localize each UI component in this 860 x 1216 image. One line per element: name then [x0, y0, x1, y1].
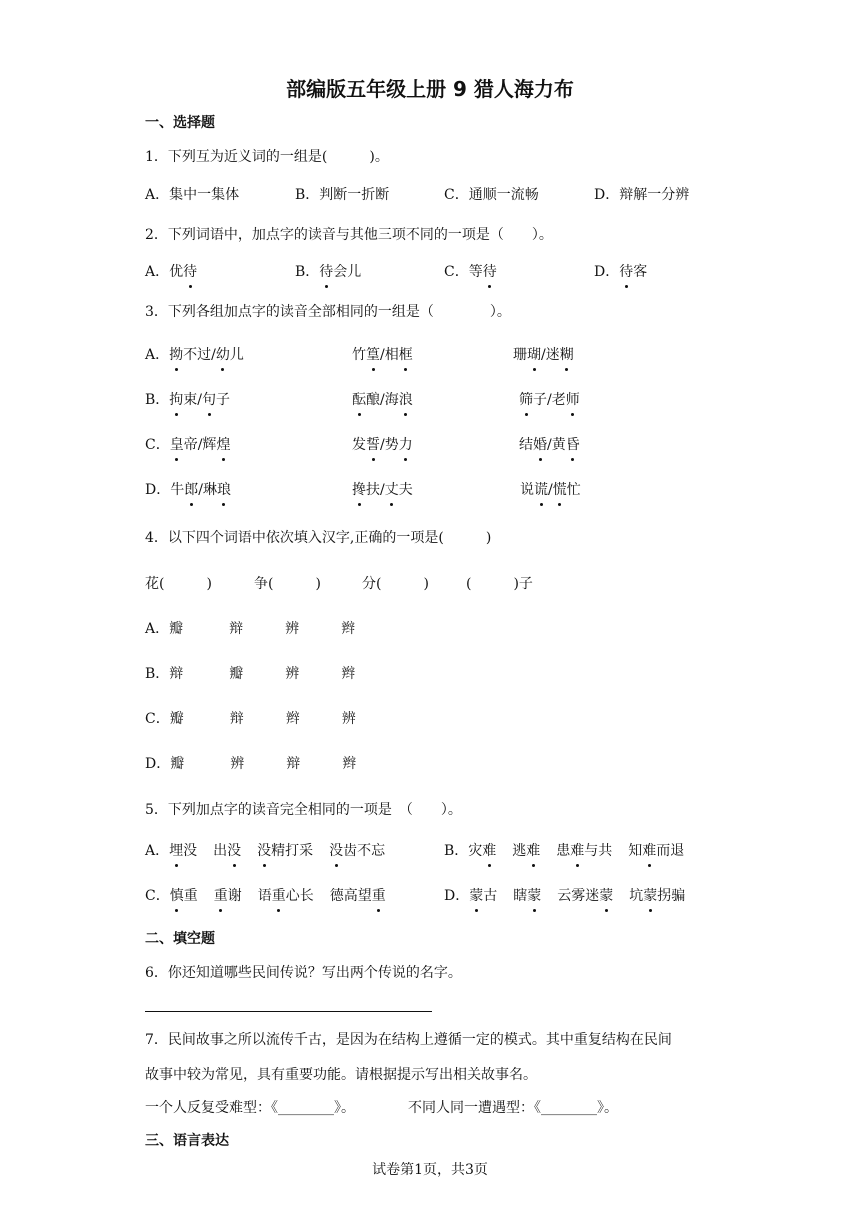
emphasis-dot-char: 难: [482, 843, 497, 859]
question-4-stem: 4．以下四个词语中依次填入汉字,正确的一项是( ): [145, 530, 492, 546]
emphasis-dot-char: 重: [271, 888, 286, 904]
q2-option-d: D．待客: [594, 264, 648, 280]
section-heading-choice: 一、选择题: [145, 115, 215, 131]
page-title: 部编版五年级上册 9 猎人海力布: [286, 77, 574, 101]
question-7-line-1: 7．民间故事之所以流传千古，是因为在结构上遵循一定的模式。其中重复结构在民间: [145, 1032, 672, 1048]
q4-blank-4: ( )子: [466, 576, 533, 592]
q5-option-c: C．慎重 重谢 语重心长 德高望重: [145, 888, 386, 904]
q2-option-c: C．等待: [444, 264, 497, 280]
emphasis-dot-char: 没: [257, 843, 272, 859]
page-footer: 试卷第1页，共3页: [372, 1162, 488, 1178]
q2-option-a: A．优待: [145, 264, 198, 280]
q3-row-b-col1: B．拘束/句子: [145, 392, 231, 408]
q3-row-d-col3: 说谎/慌忙: [520, 482, 581, 498]
q1-option-d: D．辩解一分辨: [594, 187, 690, 203]
q3-row-a-col1: A．拗不过/幼儿: [145, 347, 244, 363]
emphasis-dot-char: 蒙: [599, 888, 614, 904]
emphasis-dot-char: 蒙: [469, 888, 484, 904]
q2-option-b: B．待会儿: [295, 264, 362, 280]
section-heading-expression: 三、语言表达: [145, 1133, 229, 1149]
q4-blank-2: 争( ): [254, 576, 321, 592]
q4-option-c: C．瓣 辩 辫 辨: [145, 711, 356, 727]
q4-option-b: B．辩 瓣 辨 辫: [145, 666, 356, 682]
q5-option-a: A．埋没 出没 没精打采 没齿不忘: [145, 843, 386, 859]
q1-option-c: C．通顺一流畅: [444, 187, 539, 203]
q3-row-a-col3: 珊瑚/迷糊: [513, 347, 574, 363]
emphasis-dot-char: 埋: [169, 843, 184, 859]
q3-row-b-col3: 筛子/老师: [519, 392, 580, 408]
question-2-stem: 2．下列词语中，加点字的读音与其他三项不同的一项是（ ）。: [145, 227, 553, 243]
answer-line[interactable]: [145, 1011, 432, 1012]
q3-row-c-col3: 结婚/黄昏: [519, 437, 580, 453]
q1-option-b: B．判断一折断: [295, 187, 390, 203]
question-1-stem: 1．下列互为近义词的一组是( )。: [145, 149, 389, 165]
q4-blank-3: 分( ): [362, 576, 429, 592]
q5-option-d: D．蒙古 瞎蒙 云雾迷蒙 坑蒙拐骗: [444, 888, 686, 904]
q3-row-b-col2: 酝酿/海浪: [352, 392, 413, 408]
question-7-line-2: 故事中较为常见，具有重要功能。请根据提示写出相关故事名。: [145, 1067, 537, 1083]
q4-option-a: A．瓣 辩 辨 辫: [145, 621, 356, 637]
emphasis-dot-char: 难: [570, 843, 585, 859]
emphasis-dot-char: 重: [213, 888, 228, 904]
q3-row-d-col1: D．牛郎/琳琅: [145, 482, 231, 498]
q3-row-c-col2: 发誓/势力: [352, 437, 413, 453]
emphasis-dot-char: 蒙: [643, 888, 658, 904]
emphasis-dot-char: 没: [227, 843, 242, 859]
q4-blank-1: 花( ): [145, 576, 212, 592]
emphasis-dot-char: 蒙: [527, 888, 542, 904]
emphasis-dot-char: 慎: [169, 888, 184, 904]
emphasis-dot-char: 难: [642, 843, 657, 859]
q3-row-a-col2: 竹篁/相框: [352, 347, 413, 363]
q3-row-c-col1: C．皇帝/辉煌: [145, 437, 231, 453]
emphasis-dot-char: 没: [329, 843, 344, 859]
q1-option-a: A．集中一集体: [145, 187, 240, 203]
q3-row-d-col2: 搀扶/丈夫: [352, 482, 413, 498]
question-5-stem: 5．下列加点字的读音完全相同的一项是 （ ）。: [145, 802, 462, 818]
q4-option-d: D．瓣 辨 辩 辫: [145, 756, 357, 772]
question-3-stem: 3．下列各组加点字的读音全部相同的一组是（ ）。: [145, 304, 511, 320]
question-7-fill-1: 一个人反复受难型：《________》。: [145, 1100, 355, 1116]
question-7-fill-2: 不同人同一遭遇型：《________》。: [408, 1100, 618, 1116]
question-6-stem: 6．你还知道哪些民间传说？写出两个传说的名字。: [145, 965, 462, 981]
emphasis-dot-char: 难: [526, 843, 541, 859]
emphasis-dot-char: 重: [371, 888, 386, 904]
section-heading-fill: 二、填空题: [145, 931, 215, 947]
q5-option-b: B．灾难 逃难 患难与共 知难而退: [444, 843, 685, 859]
